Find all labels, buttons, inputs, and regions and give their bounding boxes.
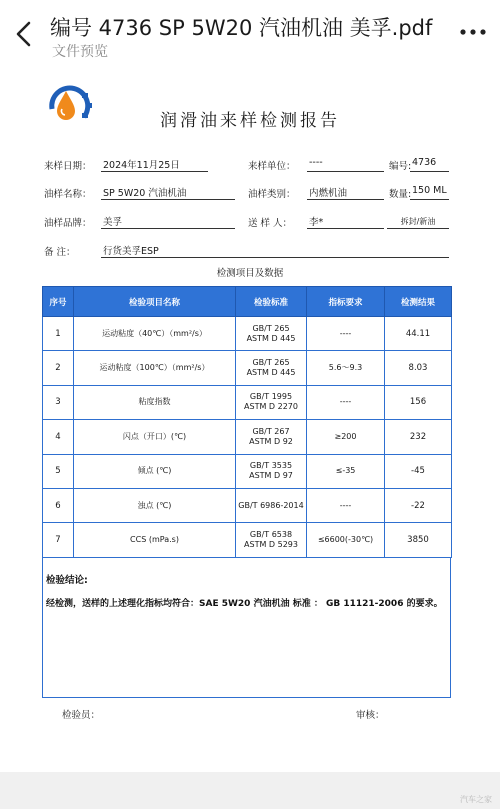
more-icon — [458, 22, 488, 42]
sender-value: 李* — [307, 214, 384, 229]
standard-line: GB/T 265 — [252, 358, 290, 368]
bottom-bar — [0, 772, 500, 809]
sample-date-label: 来样日期： — [44, 161, 92, 172]
table-row — [43, 420, 452, 454]
row-no: 6 — [43, 488, 74, 522]
row-result: 44.11 — [385, 317, 452, 351]
report-title: 润滑油来样检测报告 — [160, 111, 340, 131]
row-item: 运动粘度（100℃）（mm²/s） — [74, 351, 236, 385]
sample-name-label: 油样名称： — [44, 189, 92, 200]
chevron-left-icon — [10, 18, 38, 50]
file-title: 编号 4736 SP 5W20 汽油机油 美孚.pdf — [50, 16, 433, 40]
row-requirement: 5.6～9.3 — [307, 351, 385, 385]
sample-name-value: SP 5W20 汽油机油 — [101, 185, 235, 200]
row-result: 3850 — [385, 523, 452, 557]
row-no: 1 — [43, 317, 74, 351]
table-row — [43, 351, 452, 385]
standard-line: ASTM D 445 — [246, 368, 296, 378]
sample-category-value: 内燃机油 — [307, 185, 384, 200]
row-requirement: ---- — [307, 488, 385, 522]
col-header-item: 检验项目名称 — [74, 287, 236, 317]
row-no: 4 — [43, 420, 74, 454]
row-standard — [236, 317, 307, 351]
file-subtitle: 文件预览 — [52, 44, 108, 60]
row-item: CCS (mPa.s) — [74, 523, 236, 557]
standard-line: ASTM D 445 — [246, 333, 296, 343]
standard-line: GB/T 1995 — [249, 392, 293, 402]
sample-unit-label: 来样单位： — [248, 161, 296, 172]
sample-date-value: 2024年11月25日 — [101, 157, 208, 172]
standard-line: GB/T 3535 — [249, 461, 293, 471]
row-item: 闪点（开口）(℃) — [74, 420, 236, 454]
table-row — [43, 523, 452, 557]
col-header-no: 序号 — [43, 287, 74, 317]
row-item: 运动粘度（40℃）（mm²/s） — [74, 317, 236, 351]
report-no-label: 编号: — [389, 161, 412, 172]
row-requirement: ≥200 — [307, 420, 385, 454]
remark-label: 备 注： — [44, 247, 76, 258]
row-standard — [236, 420, 307, 454]
back-button[interactable] — [10, 18, 38, 50]
table-row — [43, 488, 452, 522]
row-item: 粘度指数 — [74, 385, 236, 419]
reviewer-label: 审核： — [356, 710, 385, 721]
row-result: 156 — [385, 385, 452, 419]
sample-unit-value: ---- — [307, 157, 384, 172]
row-result: -45 — [385, 454, 452, 488]
row-result: 8.03 — [385, 351, 452, 385]
section-title: 检测项目及数据 — [216, 268, 284, 279]
col-header-requirement: 指标要求 — [307, 287, 385, 317]
row-requirement: ---- — [307, 385, 385, 419]
standard-line: GB/T 6986-2014 — [238, 500, 304, 510]
nav-bar — [0, 0, 500, 66]
watermark: 汽车之家 — [460, 795, 492, 804]
standard-line: GB/T 265 — [252, 323, 290, 333]
table-row — [43, 385, 452, 419]
row-result: -22 — [385, 488, 452, 522]
report-no-value: 4736 — [410, 157, 449, 172]
more-button[interactable] — [458, 22, 488, 42]
row-standard — [236, 351, 307, 385]
row-standard — [236, 488, 307, 522]
standard-line: ASTM D 97 — [249, 471, 293, 481]
row-item: 倾点 (℃) — [74, 454, 236, 488]
row-requirement: ---- — [307, 317, 385, 351]
standard-line: GB/T 6538 — [249, 530, 293, 540]
table-row — [43, 317, 452, 351]
pdf-viewer[interactable] — [0, 66, 500, 772]
results-table — [42, 286, 452, 558]
table-header-row — [43, 287, 452, 317]
quantity-label: 数量: — [389, 189, 412, 200]
row-no: 7 — [43, 523, 74, 557]
row-standard — [236, 385, 307, 419]
standard-line: ASTM D 5293 — [244, 540, 298, 550]
sample-brand-value: 美孚 — [101, 214, 235, 229]
standard-line: ASTM D 2270 — [244, 402, 298, 412]
seal-status-value: 拆封/新油 — [387, 214, 449, 229]
table-row — [43, 454, 452, 488]
remark-value: 行货美孚ESP — [101, 243, 449, 258]
row-no: 3 — [43, 385, 74, 419]
row-item: 浊点 (℃) — [74, 488, 236, 522]
col-header-result: 检测结果 — [385, 287, 452, 317]
row-no: 5 — [43, 454, 74, 488]
sample-category-label: 油样类别： — [248, 189, 296, 200]
conclusion-label: 检验结论: — [46, 575, 88, 586]
inspector-label: 检验员： — [62, 710, 101, 721]
sample-brand-label: 油样品牌： — [44, 218, 92, 229]
standard-line: GB/T 267 — [252, 426, 290, 436]
row-result: 232 — [385, 420, 452, 454]
conclusion-text: 经检测，送样的上述理化指标均符合：SAE 5W20 汽油机油 标准 ： GB 11121-2006 的要求。 — [46, 599, 443, 609]
quantity-value: 150 ML — [410, 185, 449, 200]
row-no: 2 — [43, 351, 74, 385]
row-standard — [236, 454, 307, 488]
sender-label: 送 样 人： — [248, 218, 293, 229]
row-requirement: ≤6600(-30℃) — [307, 523, 385, 557]
standard-line: ASTM D 92 — [249, 436, 293, 446]
row-standard — [236, 523, 307, 557]
col-header-standard: 检验标准 — [236, 287, 307, 317]
row-requirement: ≤-35 — [307, 454, 385, 488]
